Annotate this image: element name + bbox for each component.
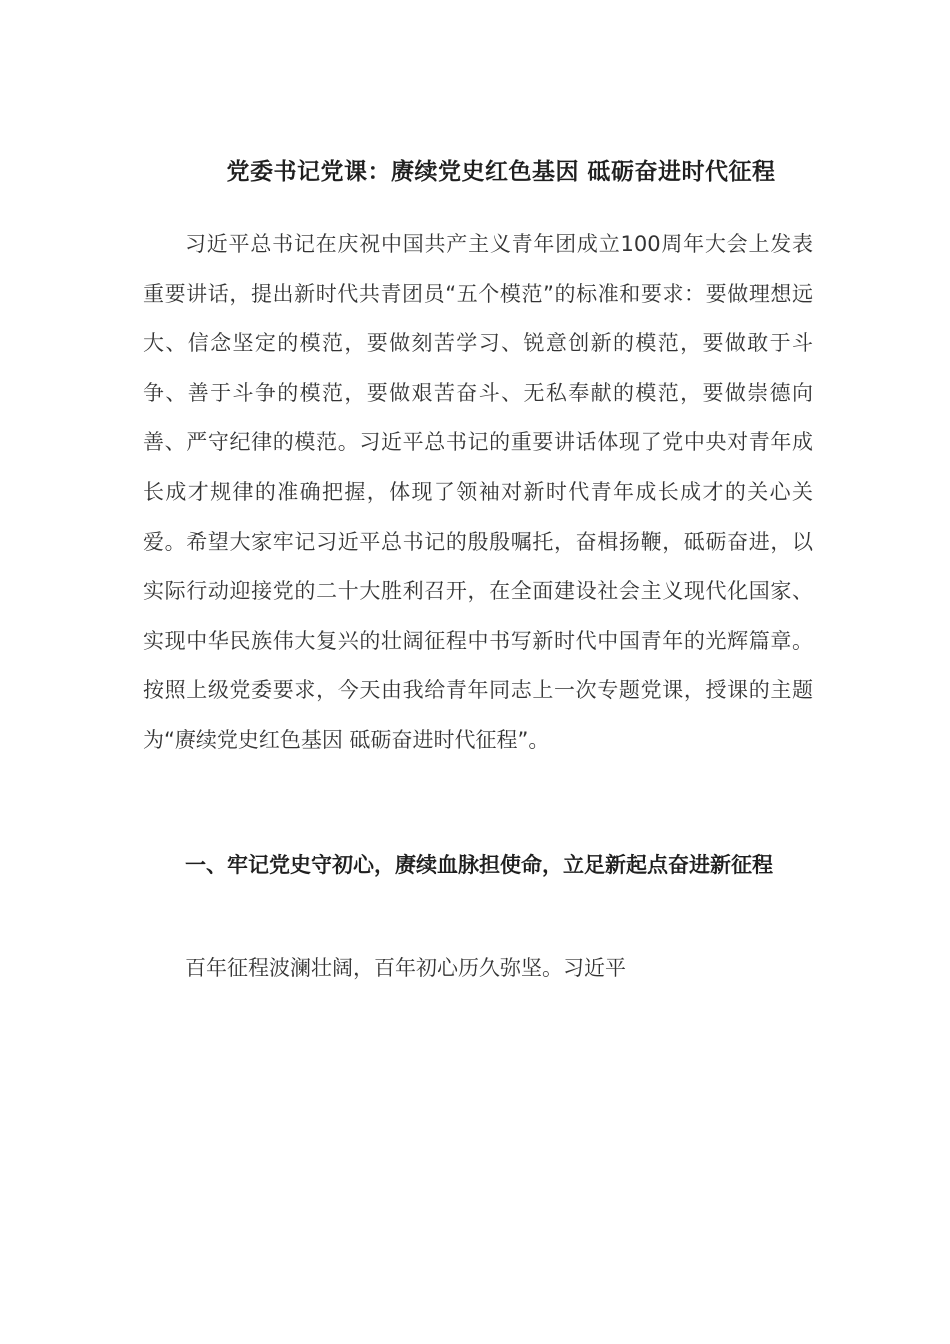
intro-paragraph: 习近平总书记在庆祝中国共产主义青年团成立100周年大会上发表重要讲话，提出新时代共青团员“五个模范”的标准和要求：要做理想远大、信念坚定的模范，要做刻苦学习、锐意创新的模范，要做敢于斗争、善于斗争的模范，要做艰苦奋斗、无私奉献的模范，要做崇德向善、严守纪律的模范。习近平总书记的重要讲话体现了党中央对青年成长成才规律的准确把握，体现了领袖对新时代青年成长成才的关心关爱。希望大家牢记习近平总书记的殷殷嘱托，奋楫扬鞭，砥砺奋进，以实际行动迎接党的二十大胜利召开，在全面建设社会主义现代化国家、实现中华民族伟大复兴的壮阔征程中书写新时代中国青年的光辉篇章。按照上级党委要求，今天由我给青年同志上一次专题党课，授课的主题为“赓续党史红色基因 砥砺奋进时代征程”。 xyxy=(143,232,813,752)
section-paragraph: 百年征程波澜壮阔，百年初心历久弥坚。习近平 xyxy=(185,956,626,980)
section-heading: 一、牢记党史守初心，赓续血脉担使命，立足新起点奋进新征程 xyxy=(185,853,773,877)
document-title: 党委书记党课：赓续党史红色基因 砥砺奋进时代征程 xyxy=(226,159,776,185)
